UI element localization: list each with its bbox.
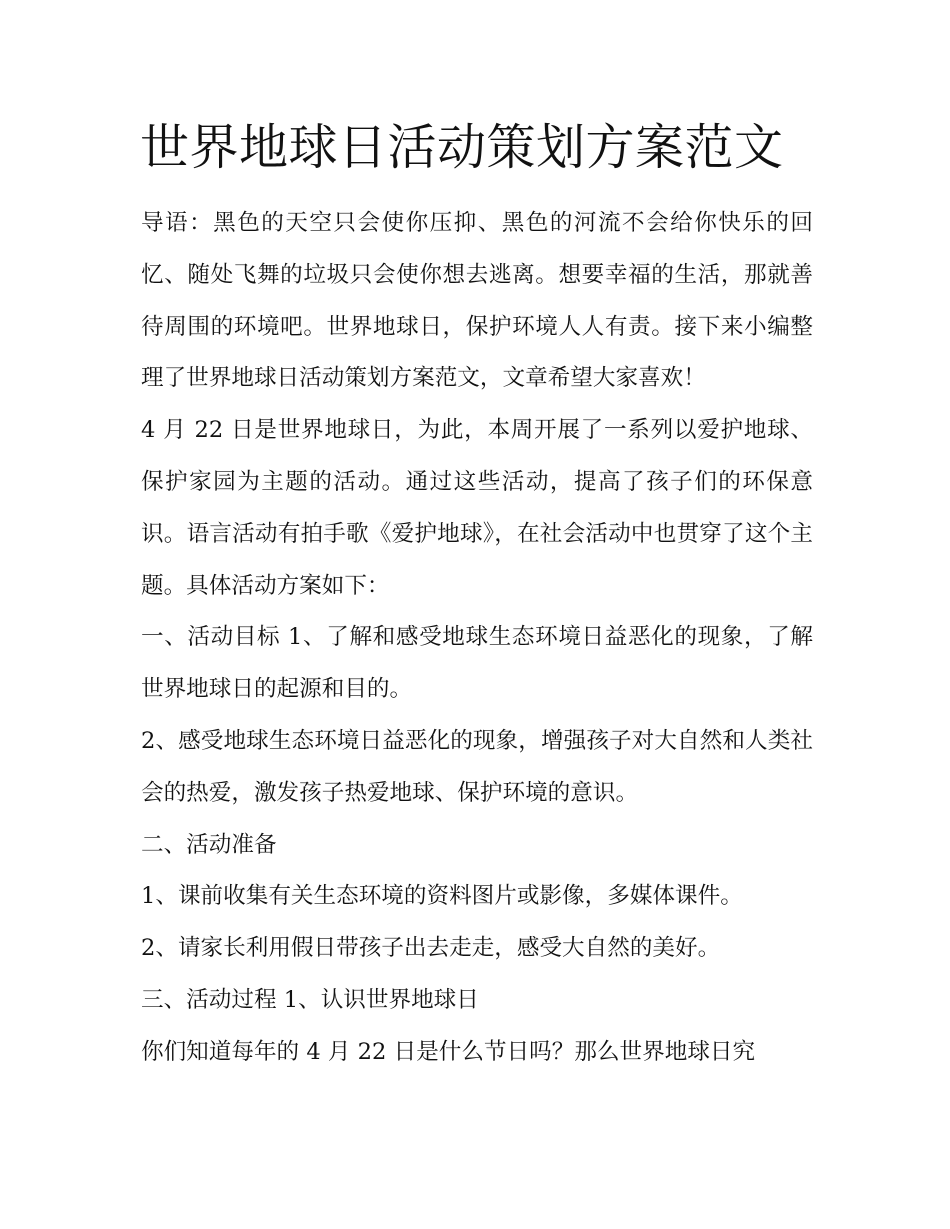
goal-item-2: 2、感受地球生态环境日益恶化的现象，增强孩子对大自然和人类社会的热爱，激发孩子热爱地球、保护环境的意识。 (141, 727, 813, 806)
preparation-item-2: 2、请家长利用假日带孩子出去走走，感受大自然的美好。 (141, 935, 721, 962)
process-paragraph: 你们知道每年的 4 月 22 日是什么节日吗？那么世界地球日究 (141, 1038, 756, 1065)
section-heading-process: 三、活动过程 1、认识世界地球日 (141, 986, 479, 1013)
document-body (141, 198, 813, 1079)
earth-day-paragraph: 4 月 22 日是世界地球日，为此，本周开展了一系列以爱护地球、保护家园为主题的活动。通过这些活动，提高了孩子们的环保意识。语言活动有拍手歌《爱护地球》，在社会活动中也贯穿了这个主题。具体活动方案如下： (141, 417, 813, 599)
section-heading-preparation: 二、活动准备 (141, 831, 277, 858)
intro-paragraph: 导语：黑色的天空只会使你压抑、黑色的河流不会给你快乐的回忆、随处飞舞的垃圾只会使你想去逃离。想要幸福的生活，那就善待周围的环境吧。世界地球日，保护环境人人有责。接下来小编整理了世界地球日活动策划方案范文，文章希望大家喜欢！ (141, 210, 813, 392)
document-title: 世界地球日活动策划方案范文 (140, 119, 784, 176)
activity-goal-paragraph: 一、活动目标 1、了解和感受地球生态环境日益恶化的现象，了解世界地球日的起源和目的。 (141, 624, 813, 703)
preparation-item-1: 1、课前收集有关生态环境的资料图片或影像，多媒体课件。 (141, 883, 743, 910)
